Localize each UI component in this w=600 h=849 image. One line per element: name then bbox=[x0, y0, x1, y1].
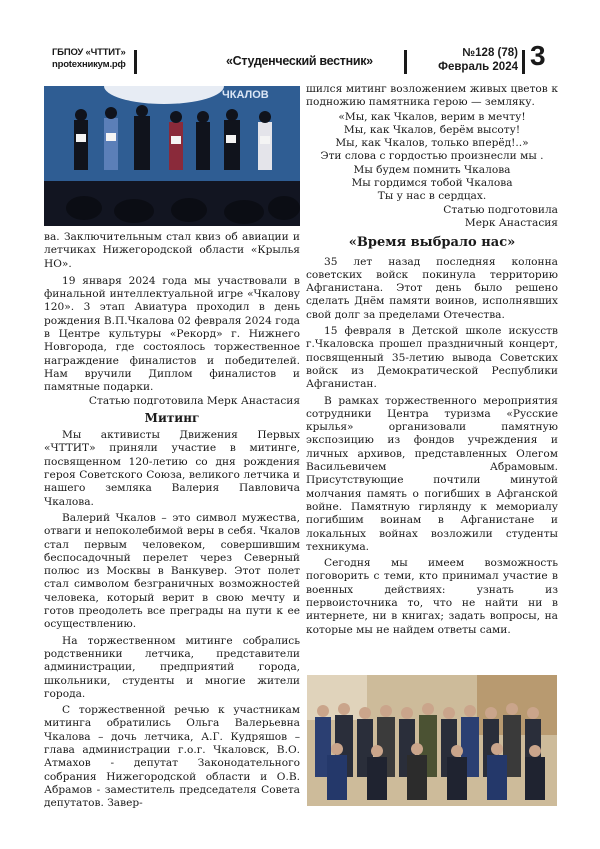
paragraph: На торжественном митинге собрались родственники летчика, представители администрации, предприятий города, школьники, студенты и многие жители города. bbox=[44, 634, 300, 700]
article-title: «Время выбрало нас» bbox=[348, 235, 516, 251]
paragraph: 35 лет назад последняя колонна советских войск покинула территорию Афганистана. Этот день было решено сделать Днём памяти воинов, исполнявших свой долг за пределами Отечества. bbox=[306, 255, 558, 321]
author-name: Мерк Анастасия bbox=[464, 216, 558, 229]
left-column bbox=[44, 231, 300, 810]
page-number: 3 bbox=[530, 40, 546, 71]
poem-line: Ты у нас в сердцах. bbox=[377, 190, 487, 203]
right-column-top bbox=[306, 83, 558, 637]
header-divider bbox=[522, 50, 525, 74]
publisher-site: npotexникум.рф bbox=[52, 59, 126, 70]
publisher-name: ГБПОУ «ЧТТИТ» bbox=[52, 47, 126, 58]
paragraph: В рамках торжественного мероприятия сотрудники Центра туризма «Русские крылья» организовали памятную экспозицию из фондов учреждения и личных архивов, представленных Олегом Васильевичем Абрамовым. Присутствующие почтили минутой молчания память о погибших в Афганской войне. Памятную гирлянду к мемориалу погибшим воинам в Афганистане и локальных войнах возложили студенты техникума. bbox=[306, 394, 558, 553]
header-divider bbox=[404, 50, 407, 74]
issue-date: Февраль 2024 bbox=[438, 61, 518, 73]
veterans-group-photo bbox=[307, 675, 557, 806]
poem-line: «Мы, как Чкалов, верим в мечту! bbox=[338, 110, 526, 123]
author-signature: Статью подготовила Мерк Анастасия bbox=[88, 394, 300, 407]
paragraph: Мы активисты Движения Первых «ЧТТИТ» приняли участие в митинге, посвященном 120-летию со дня рождения героя Советского Союза, великого летчика и нашего земляка Валерия Павловича Чкалова. bbox=[44, 429, 300, 508]
poem-line: Мы, как Чкалов, только вперёд!..» bbox=[335, 137, 529, 150]
paragraph: С торжественной речью к участникам митинга обратились Ольга Валерьевна Чкалова – дочь летчика, А.Г. Кудряшов – глава администрации г.о.г. Чкаловск, В.О. Атмахов - депутат Законодательного собрания Нижегородской области и О.В. Абрамов - заместитель председателя Совета депутатов. Завер- bbox=[44, 704, 300, 810]
section-title-miting: Митинг bbox=[144, 410, 200, 425]
paragraph: Сегодня мы имеем возможность поговорить с теми, кто принимал участие в военных действиях: узнать из первоисточника то, что не найти ни в интернете, ни в книгах; задать вопросы, на которые мы не найдем ответы сами. bbox=[306, 557, 558, 636]
poem bbox=[306, 111, 558, 204]
issue-number: №128 (78) bbox=[462, 47, 518, 59]
paragraph: шился митинг возложением живых цветов к подножию памятника герою — земляку. bbox=[306, 83, 558, 109]
header-divider bbox=[134, 50, 137, 74]
paragraph: 19 января 2024 года мы участвовали в финальной интеллектуальной игре «Чкалову 120». 3 этап Авиатура проходил в день рождения В.П.Чкалова 02 февраля 2024 года в Центре культуры «Рекорд» г. Нижнего Новгорода, где состоялось торжественное награждение финалистов и победителей. Нам вручили Диплом финалистов и памятные подарки. bbox=[44, 274, 300, 394]
poem-line: Мы будем помнить Чкалова bbox=[353, 163, 511, 176]
newspaper-title: «Студенческий вестник» bbox=[226, 54, 373, 68]
issue-block bbox=[438, 46, 518, 74]
paragraph: ва. Заключительным стал квиз об авиации и летчиках Нижегородской области «Крылья НО». bbox=[44, 231, 300, 270]
page-header bbox=[0, 0, 600, 80]
poem-line: Эти слова с гордостью произнесли мы . bbox=[320, 150, 544, 163]
stage-banner-text: ЧКАЛОВ bbox=[222, 89, 269, 101]
paragraph: 15 февраля в Детской школе искусств г.Чкаловска прошел праздничный концерт, посвященный 35-летию вывода Советских войск из Демократической Республики Афганистан. bbox=[306, 325, 558, 391]
award-ceremony-photo bbox=[44, 86, 300, 226]
poem-line: Мы, как Чкалов, берём высоту! bbox=[343, 123, 521, 136]
author-signature: Статью подготовила bbox=[443, 203, 558, 216]
paragraph: Валерий Чкалов – это символ мужества, отваги и непоколебимой веры в себя. Чкалов стал первым человеком, совершившим беспосадочный перелет через Северный полюс из Москвы в Ванкувер. Этот полет стал символом безграничных возможностей человека, который верит в свою мечту и готов преодолеть все преграды на пути к ее осуществлению. bbox=[44, 511, 300, 631]
publisher-block bbox=[52, 47, 126, 71]
poem-line: Мы гордимся тобой Чкалова bbox=[351, 177, 513, 190]
